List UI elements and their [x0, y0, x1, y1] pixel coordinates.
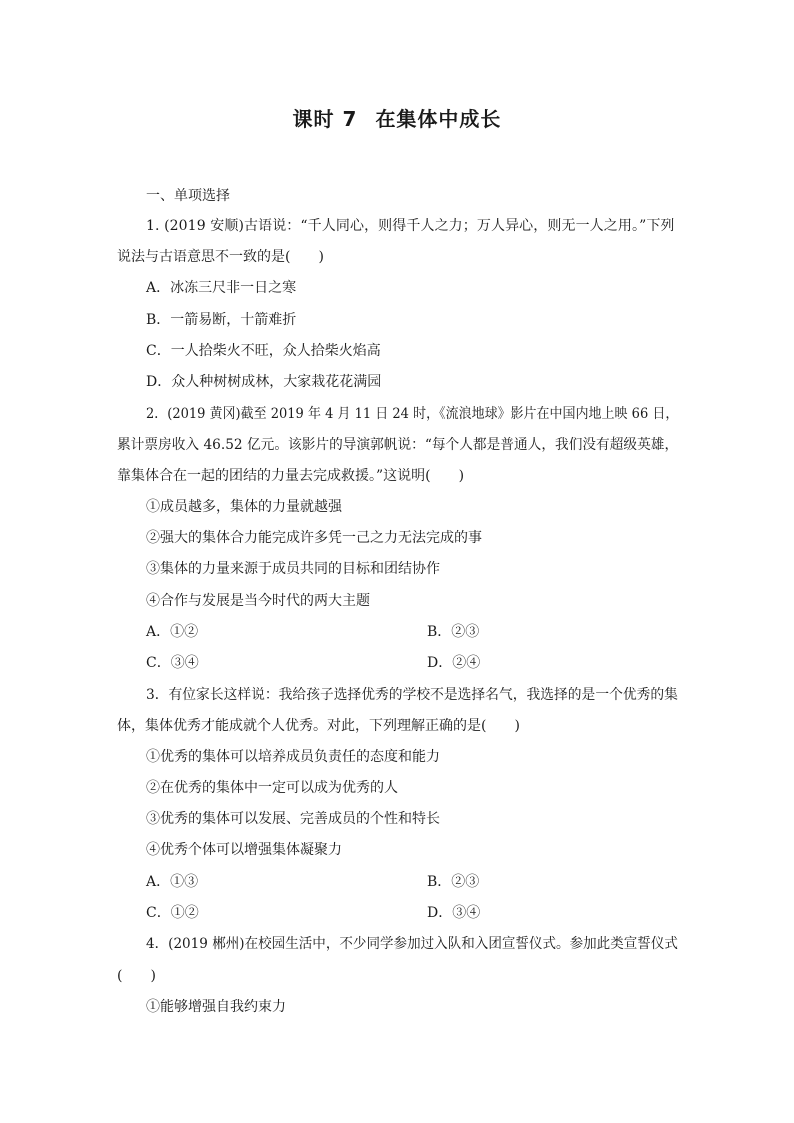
- question-1-line-1: 1. (2019 安顺)古语说：“千人同心，则得千人之力；万人异心，则无一人之用。”下列: [146, 218, 675, 234]
- question-1-option-c: C．一人拾柴火不旺，众人拾柴火焰高: [146, 343, 381, 359]
- title-label: 课时 7: [292, 107, 358, 131]
- question-4-item-1: ①能够增强自我约束力: [146, 999, 286, 1015]
- question-2-choice-d: D．②④: [427, 655, 481, 671]
- section-heading: 一、单项选择: [146, 188, 230, 204]
- question-2-choice-c: C．③④: [146, 655, 199, 671]
- question-3-line-1: 3．有位家长这样说：我给孩子选择优秀的学校不是选择名气，我选择的是一个优秀的集: [146, 687, 678, 703]
- question-1-line-2: 说法与古语意思不一致的是( ): [117, 249, 324, 265]
- question-3-choice-a: A．①③: [146, 874, 199, 890]
- question-3-item-3: ③优秀的集体可以发展、完善成员的个性和特长: [146, 811, 440, 827]
- question-4-line-2: ( ): [117, 968, 156, 984]
- page-title: [0, 103, 794, 132]
- question-2-line-2: 累计票房收入 46.52 亿元。该影片的导演郭帆说：“每个人都是普通人，我们没有超级英雄，: [117, 437, 679, 453]
- question-2-item-4: ④合作与发展是当今时代的两大主题: [146, 593, 370, 609]
- question-3-choice-b: B．②③: [427, 874, 480, 890]
- question-3-item-4: ④优秀个体可以增强集体凝聚力: [146, 842, 342, 858]
- question-2-item-3: ③集体的力量来源于成员共同的目标和团结协作: [146, 561, 440, 577]
- title-text: 在集体中成长: [375, 107, 502, 131]
- question-3-item-1: ①优秀的集体可以培养成员负责任的态度和能力: [146, 749, 440, 765]
- question-3-line-2: 体，集体优秀才能成就个人优秀。对此，下列理解正确的是( ): [117, 718, 520, 734]
- question-1-option-a: A．冰冻三尺非一日之寒: [146, 280, 297, 296]
- question-3-choice-c: C．①②: [146, 905, 199, 921]
- question-2-item-2: ②强大的集体合力能完成许多凭一己之力无法完成的事: [146, 530, 482, 546]
- question-2-line-3: 靠集体合在一起的团结的力量去完成救援。”这说明( ): [117, 468, 465, 484]
- question-1-option-d: D．众人种树树成林，大家栽花花满园: [146, 374, 382, 390]
- question-2-choice-a: A．①②: [146, 624, 199, 640]
- question-4-line-1: 4．(2019 郴州)在校园生活中，不少同学参加过入队和入团宣誓仪式。参加此类宣誓仪式: [146, 936, 678, 952]
- question-2-choice-b: B．②③: [427, 624, 480, 640]
- question-2-item-1: ①成员越多，集体的力量就越强: [146, 499, 342, 515]
- question-3-item-2: ②在优秀的集体中一定可以成为优秀的人: [146, 780, 398, 796]
- question-1-option-b: B．一箭易断，十箭难折: [146, 312, 297, 328]
- question-2-line-1: 2．(2019 黄冈)截至 2019 年 4 月 11 日 24 时，《流浪地球》影片在中国内地上映 66 日，: [146, 406, 679, 422]
- question-3-choice-d: D．③④: [427, 905, 481, 921]
